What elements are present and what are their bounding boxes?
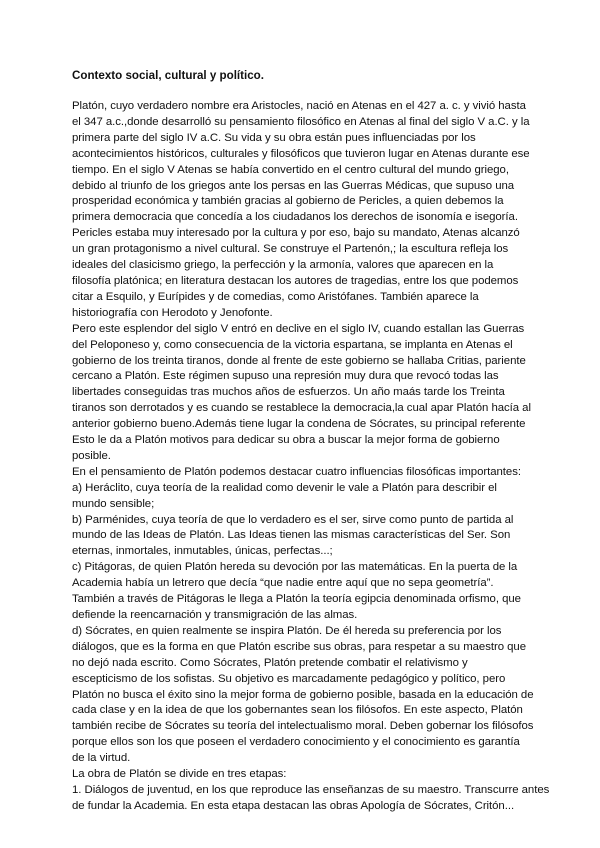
text-line: Pericles estaba muy interesado por la cultura y por eso, bajo su mandato, Atenas alcanzó xyxy=(72,227,520,240)
document-body xyxy=(72,99,550,815)
text-line: acontecimientos históricos, culturales y filosóficos que tuvieron lugar en Atenas durante ese xyxy=(72,147,530,160)
document-title: Contexto social, cultural y político. xyxy=(72,69,264,82)
text-line: posible. xyxy=(72,449,111,462)
text-line: citar a Esquilo, y Eurípides y de comedias, como Aristófanes. También aparece la xyxy=(72,290,479,303)
text-line: Academia había un letrero que decía “que nadie entre aquí que no sepa geometría”. xyxy=(72,577,494,590)
text-line: En el pensamiento de Platón podemos destacar cuatro influencias filosóficas importantes: xyxy=(72,465,521,478)
text-line: tiempo. En el siglo V Atenas se había convertido en el centro cultural del mundo griego, xyxy=(72,163,509,176)
text-line: de la virtud. xyxy=(72,752,131,765)
text-line: La obra de Platón se divide en tres etapas: xyxy=(72,768,287,781)
text-line: c) Pitágoras, de quien Platón hereda su devoción por las matemáticas. En la puerta de la xyxy=(72,561,518,574)
text-line: libertades conseguidas tras muchos años de esfuerzos. Un año maás tarde los Treinta xyxy=(72,386,505,399)
text-line: filosofía platónica; en literatura destacan los autores de tragedias, entre los que podemos xyxy=(72,274,519,287)
text-line: tiranos son derrotados y es cuando se restablece la democracia,la cual apar Platón hacía al xyxy=(72,402,531,415)
text-line: cercano a Platón. Este régimen supuso una represión muy dura que revocó todas las xyxy=(72,370,499,383)
text-line: escepticismo de los sofistas. Su objetivo es marcadamente pedagógico y político, pero xyxy=(72,672,506,685)
text-line: de fundar la Academia. En esta etapa destacan las obras Apología de Sócrates, Critón... xyxy=(72,799,515,812)
text-line: del Peloponeso y, como consecuencia de la victoria espartana, se implanta en Atenas el xyxy=(72,338,513,351)
text-line: primera democracia que concedía a los ciudadanos los derechos de isonomía e isegoría. xyxy=(72,211,518,224)
text-line: porque ellos son los que poseen el verdadero conocimiento y el conocimiento es garantía xyxy=(72,736,520,749)
text-line: mundo sensible; xyxy=(72,497,155,510)
text-line: anterior gobierno bueno.Además tiene lugar la condena de Sócrates, su principal referente xyxy=(72,418,526,431)
text-line: el 347 a.c.,donde desarrolló su pensamiento filosófico en Atenas al final del siglo V a.C. y la xyxy=(72,115,530,128)
text-line: 1. Diálogos de juventud, en los que reproduce las enseñanzas de su maestro. Transcurre antes xyxy=(72,783,550,796)
text-line: ideales del clasicismo griego, la perfección y la armonía, valores que aparecen en la xyxy=(72,259,494,272)
text-line: mundo de las Ideas de Platón. Las Ideas tienen las mismas características del Ser. Son xyxy=(72,529,511,542)
text-line: cada clase y en la idea de que los gobernantes sean los filósofos. En este aspecto, Platón xyxy=(72,704,523,717)
text-line: gobierno de los treinta tiranos, donde al frente de este gobierno se hallaba Critias, pariente xyxy=(72,354,526,367)
text-line: Platón no busca el éxito sino la mejor forma de gobierno posible, basada en la educación de xyxy=(72,688,534,701)
text-line: historiografía con Herodoto y Jenofonte. xyxy=(72,306,273,319)
text-line: también recibe de Sócrates su teoría del intelectualismo moral. Deben gobernar los filósofos xyxy=(72,720,534,733)
text-line: Platón, cuyo verdadero nombre era Aristocles, nació en Atenas en el 427 a. c. y vivió hasta xyxy=(72,100,526,112)
text-line: defiende la reencarnación y transmigración de las almas. xyxy=(72,609,358,621)
text-line: un gran protagonismo a nivel cultural. Se construye el Partenón,; la escultura refleja los xyxy=(72,243,509,256)
text-line: eternas, inmortales, inmutables, únicas, perfectas...; xyxy=(72,545,333,558)
text-line: Esto le da a Platón motivos para dedicar su obra a buscar la mejor forma de gobierno xyxy=(72,434,500,447)
text-line: a) Heráclito, cuya teoría de la realidad como devenir le vale a Platón para describir el xyxy=(72,481,497,494)
text-line: primera parte del siglo IV a.C. Su vida y su obra están pues influenciadas por los xyxy=(72,131,476,144)
text-line: También a través de Pitágoras le llega a Platón la teoría egipcia denominada orfismo, que xyxy=(72,593,521,606)
text-line: no dejó nada escrito. Como Sócrates, Platón pretende combatir el relativismo y xyxy=(72,656,468,669)
text-line: d) Sócrates, en quien realmente se inspira Platón. De él hereda su preferencia por los xyxy=(72,624,502,637)
text-line: b) Parménides, cuya teoría de que lo verdadero es el ser, sirve como punto de partida al xyxy=(72,513,514,526)
text-line: prosperidad económica y también gracias al gobierno de Pericles, a quien debemos la xyxy=(72,195,504,208)
text-line: diálogos, que es la forma en que Platón escribe sus obras, para respetar a su maestro que xyxy=(72,640,526,653)
text-line: debido al triunfo de los griegos ante los persas en las Guerras Médicas, que supuso una xyxy=(72,179,515,192)
text-line: Pero este esplendor del siglo V entró en declive en el siglo IV, cuando estallan las Guerras xyxy=(72,322,525,335)
